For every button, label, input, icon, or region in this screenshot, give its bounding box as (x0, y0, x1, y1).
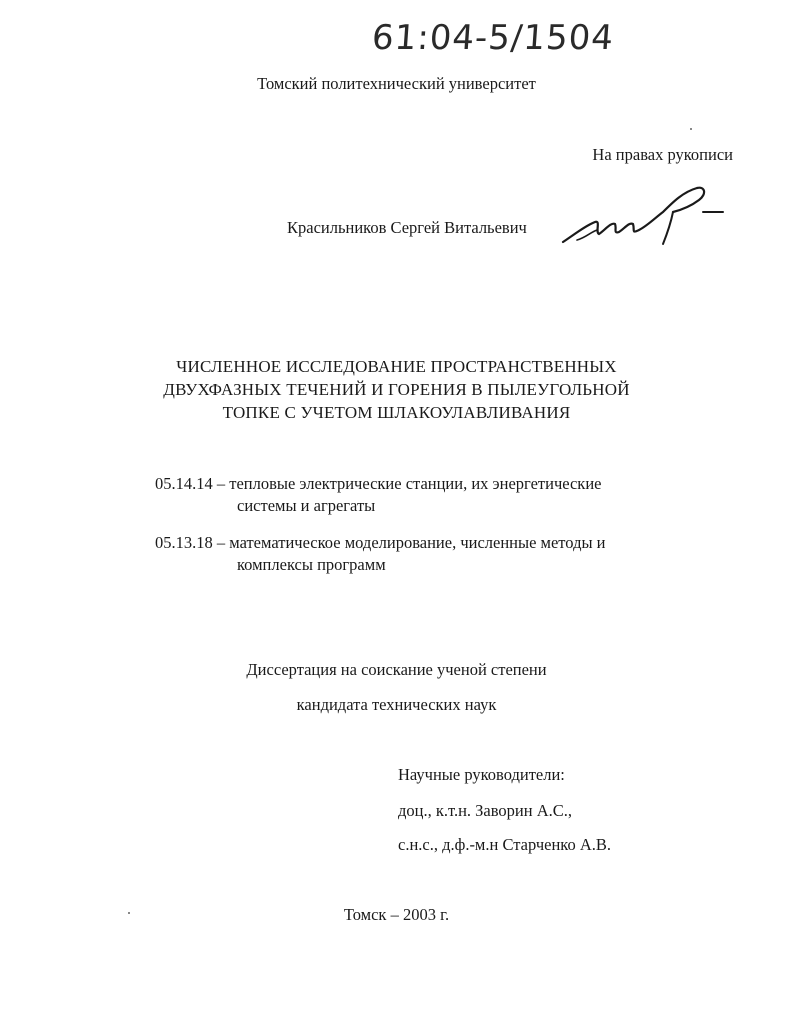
specialty-2 (155, 532, 606, 576)
specialty-code-line: 05.14.14 – тепловые электрические станции, их энергетические (155, 474, 602, 493)
specialty-code-line: 05.13.18 – математическое моделирование, численные методы и (155, 533, 606, 552)
specialty-continuation: системы и агрегаты (237, 496, 376, 515)
dissertation-title (0, 355, 793, 424)
author-name: Красильников Сергей Витальевич (287, 218, 527, 237)
university-name: Томский политехнический университет (257, 74, 536, 93)
title-line: ЧИСЛЕННОЕ ИССЛЕДОВАНИЕ ПРОСТРАНСТВЕННЫХ (176, 357, 617, 376)
scan-speck (690, 128, 692, 130)
specialty-1 (155, 473, 601, 517)
supervisors-label: Научные руководители: (398, 765, 565, 784)
specialty-continuation: комплексы программ (237, 555, 386, 574)
supervisor-2: с.н.с., д.ф.-м.н Старченко А.В. (398, 835, 611, 854)
title-line: ТОПКЕ С УЧЕТОМ ШЛАКОУЛАВЛИВАНИЯ (222, 403, 571, 422)
degree-statement: Диссертация на соискание ученой степени (246, 660, 547, 679)
supervisor-1: доц., к.т.н. Заворин А.С., (398, 801, 573, 820)
handwritten-archive-code: 61:04-5/1504 (370, 18, 616, 58)
signature-image (555, 182, 730, 262)
title-line: ДВУХФАЗНЫХ ТЕЧЕНИЙ И ГОРЕНИЯ В ПЫЛЕУГОЛЬНОЙ (163, 380, 630, 399)
manuscript-rights-note: На правах рукописи (592, 145, 733, 164)
city-and-year: Томск – 2003 г. (343, 905, 450, 924)
degree-name: кандидата технических наук (296, 695, 497, 714)
